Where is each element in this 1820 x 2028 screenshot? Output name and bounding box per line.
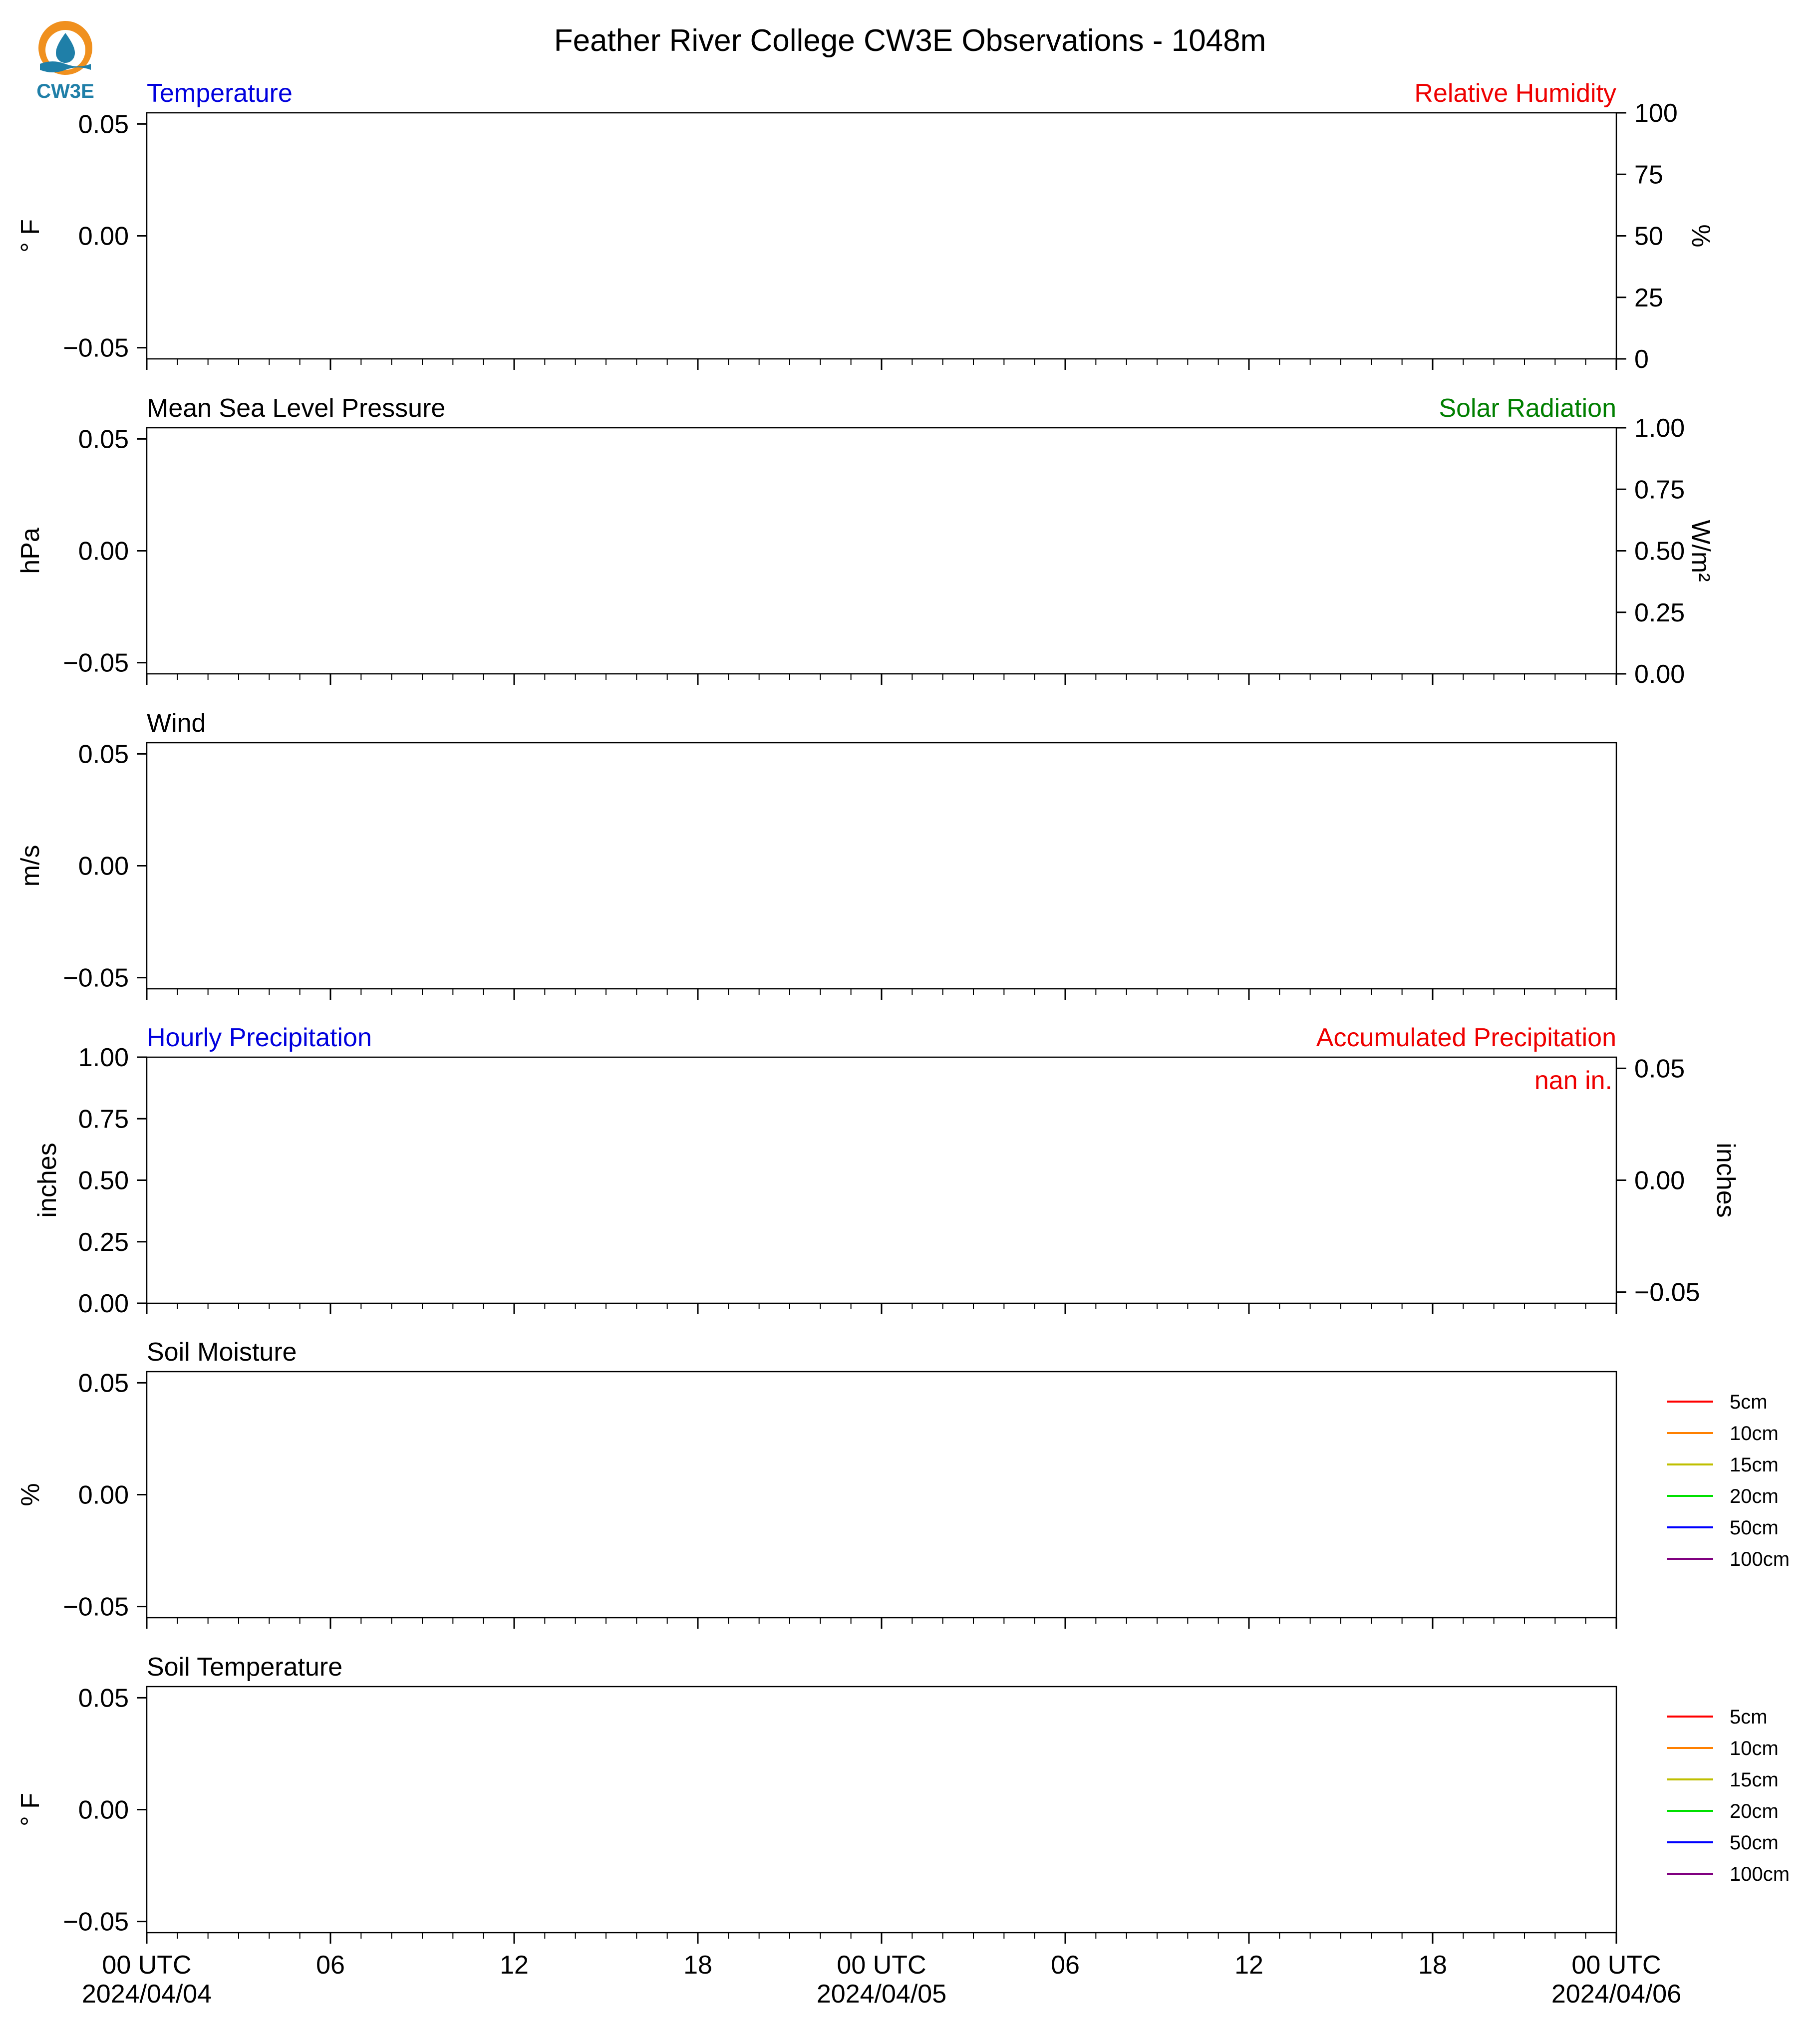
y-tick-label-left: 0.00: [78, 1795, 129, 1825]
panel-title-left: Temperature: [147, 79, 293, 108]
figure-title: Feather River College CW3E Observations - 1048m: [554, 23, 1266, 58]
y-tick-label-right: 0.00: [1634, 1166, 1685, 1195]
y-tick-label-left: −0.05: [63, 1592, 129, 1622]
legend-label: 50cm: [1730, 1832, 1779, 1854]
y-axis-label-right: W/m²: [1686, 520, 1715, 582]
legend-label: 100cm: [1730, 1548, 1790, 1570]
y-tick-label-right: 0.00: [1634, 660, 1685, 689]
y-tick-label-left: −0.05: [63, 333, 129, 363]
legend-label: 10cm: [1730, 1738, 1779, 1759]
y-tick-label-left: 0.05: [78, 110, 129, 139]
y-axis-label-right: inches: [1711, 1143, 1740, 1218]
x-tick-label: 18: [683, 1951, 712, 1980]
y-tick-label-left: −0.05: [63, 648, 129, 678]
legend-label: 20cm: [1730, 1800, 1779, 1822]
y-tick-label-left: 0.00: [78, 1289, 129, 1318]
y-tick-label-left: 0.00: [78, 852, 129, 881]
legend-label: 5cm: [1730, 1391, 1768, 1413]
x-tick-date-label: 2024/04/04: [81, 1980, 212, 2009]
y-tick-label-left: 0.75: [78, 1105, 129, 1134]
panel-title-left: Soil Moisture: [147, 1338, 297, 1367]
legend-label: 50cm: [1730, 1517, 1779, 1539]
x-tick-label: 12: [1234, 1951, 1263, 1980]
y-tick-label-left: 1.00: [78, 1043, 129, 1072]
y-tick-label-left: 0.25: [78, 1227, 129, 1257]
y-tick-label-right: 0.25: [1634, 598, 1685, 627]
y-axis-label-left: ° F: [16, 219, 45, 253]
y-tick-label-right: 1.00: [1634, 414, 1685, 443]
x-tick-date-label: 2024/04/06: [1551, 1980, 1682, 2009]
y-tick-label-right: 100: [1634, 99, 1678, 128]
y-tick-label-left: 0.50: [78, 1166, 129, 1195]
y-tick-label-right: 25: [1634, 283, 1663, 312]
cw3e-logo: [36, 21, 94, 102]
y-tick-label-left: 0.00: [78, 537, 129, 566]
y-tick-label-right: 0.75: [1634, 475, 1685, 505]
y-tick-label-right: 0: [1634, 345, 1649, 374]
legend-label: 5cm: [1730, 1706, 1768, 1728]
y-tick-label-right: −0.05: [1634, 1278, 1700, 1307]
y-tick-label-right: 75: [1634, 160, 1663, 190]
x-tick-label: 06: [1051, 1951, 1080, 1980]
logo-text: CW3E: [36, 80, 94, 102]
y-axis-label-left: ° F: [16, 1792, 45, 1827]
y-tick-label-left: 0.05: [78, 425, 129, 454]
panel-title-left: Wind: [147, 709, 206, 738]
panel-title-right: Accumulated Precipitation: [1316, 1023, 1616, 1052]
legend-label: 10cm: [1730, 1423, 1779, 1445]
y-tick-label-left: 0.05: [78, 1369, 129, 1398]
panel-title-left: Soil Temperature: [147, 1653, 343, 1682]
y-axis-label-right: %: [1686, 224, 1715, 248]
y-tick-label-right: 50: [1634, 222, 1663, 251]
x-tick-label: 18: [1418, 1951, 1447, 1980]
x-tick-label: 00 UTC: [102, 1951, 192, 1980]
legend-label: 15cm: [1730, 1454, 1779, 1476]
y-tick-label-left: −0.05: [63, 963, 129, 993]
panel-title-left: Hourly Precipitation: [147, 1023, 372, 1052]
y-tick-label-left: 0.05: [78, 1684, 129, 1713]
x-tick-label: 12: [500, 1951, 529, 1980]
panel-title-right: Solar Radiation: [1439, 394, 1616, 423]
x-tick-date-label: 2024/04/05: [816, 1980, 947, 2009]
y-tick-label-left: 0.00: [78, 1480, 129, 1510]
y-tick-label-left: 0.05: [78, 740, 129, 769]
x-tick-label: 00 UTC: [837, 1951, 926, 1980]
y-axis-label-left: hPa: [16, 528, 45, 574]
y-tick-label-right: 0.50: [1634, 537, 1685, 566]
panel-title-left: Mean Sea Level Pressure: [147, 394, 446, 423]
y-tick-label-left: 0.00: [78, 222, 129, 251]
legend-label: 20cm: [1730, 1485, 1779, 1507]
legend-label: 15cm: [1730, 1769, 1779, 1791]
y-axis-label-left: m/s: [16, 845, 45, 887]
x-tick-label: 06: [316, 1951, 345, 1980]
legend-label: 100cm: [1730, 1863, 1790, 1885]
y-tick-label-left: −0.05: [63, 1907, 129, 1937]
y-axis-label-left: inches: [33, 1143, 62, 1218]
x-tick-label: 00 UTC: [1571, 1951, 1661, 1980]
panel-title-right: Relative Humidity: [1414, 79, 1616, 108]
y-tick-label-right: 0.05: [1634, 1054, 1685, 1084]
accumulated-total-annotation: nan in.: [1534, 1066, 1612, 1095]
y-axis-label-left: %: [16, 1483, 45, 1506]
